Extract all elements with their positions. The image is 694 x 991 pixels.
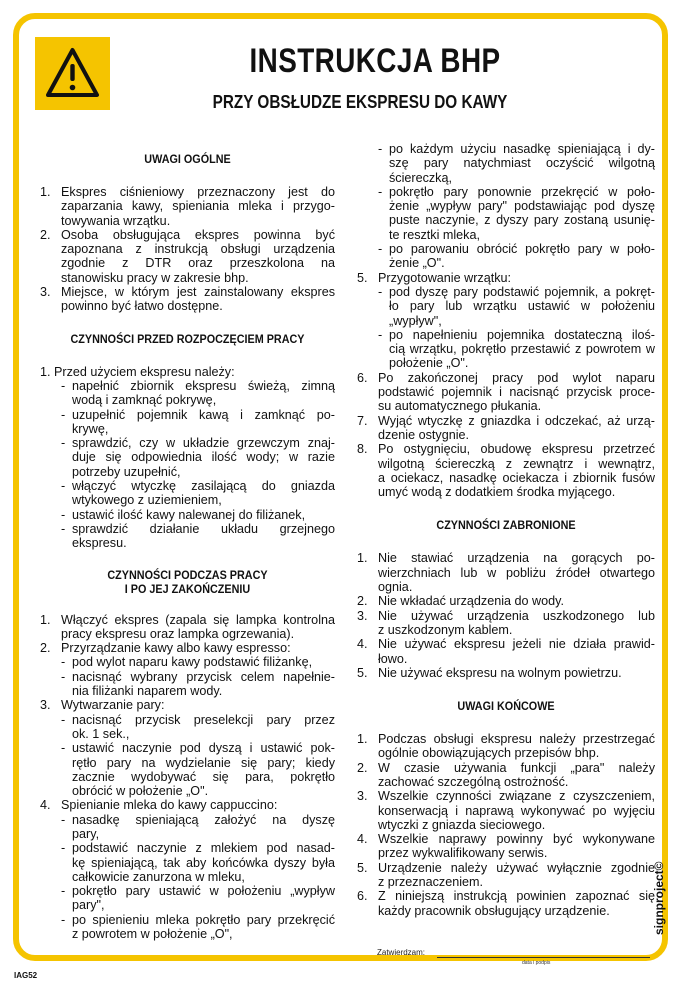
section-heading: I PO JEJ ZAKOŃCZENIU — [124, 581, 251, 596]
text-line: z przeznaczeniem. — [378, 875, 483, 890]
list-item — [40, 185, 335, 228]
dash-bullet: - — [61, 812, 66, 827]
item-text — [378, 637, 655, 666]
item-number: 2. — [357, 760, 368, 775]
section-heading: CZYNNOŚCI PRZED ROZPOCZĘCIEM PRACY — [70, 331, 305, 346]
text-line: umyć wodą z dodatkiem środka myjącego. — [378, 485, 616, 500]
dash-bullet: - — [61, 741, 66, 756]
list-item — [357, 271, 655, 285]
list-item — [357, 889, 655, 918]
section-heading: UWAGI KOŃCOWE — [457, 699, 555, 714]
item-text — [378, 442, 655, 499]
list-item — [357, 637, 655, 666]
item-number: 7. — [357, 413, 368, 428]
sub-item-text — [389, 242, 655, 271]
dash-bullet: - — [61, 655, 66, 670]
dash-bullet: - — [378, 242, 383, 257]
item-number: 5. — [357, 860, 368, 875]
item-number: 3. — [40, 285, 51, 300]
text-line: uzupełnić pojemnik kawą i zamknąć po- — [72, 407, 335, 422]
text-line: nia filiżanki naparem wody. — [72, 684, 223, 699]
text-line: żenie „wypływ pary" podstawiając pod dyszę — [389, 199, 655, 214]
text-line: Podczas obsługi ekspresu należy przestrzegać — [378, 732, 655, 747]
item-number: 6. — [357, 370, 368, 385]
text-line: W czasie używania funkcji „para" należy — [378, 760, 655, 775]
text-line: Wyjąć wtyczkę z gniazdka i odczekać, aż urzą- — [378, 413, 655, 428]
sub-item — [357, 185, 655, 242]
text-line: nacisnąć wybrany przycisk celem napełnie- — [72, 669, 335, 684]
text-line: zgodnie z DTR oraz przeszkolona na — [61, 256, 335, 271]
dash-bullet: - — [61, 841, 66, 856]
text-line: ekspresu. — [72, 536, 127, 551]
text-line: wtyczki z gniazda sieciowego. — [378, 817, 546, 832]
list-item — [357, 442, 655, 499]
text-line: Wszelkie czynności związane z czyszczeniem, — [378, 789, 655, 804]
text-line: żenie „O". — [389, 256, 445, 271]
warning-triangle-icon — [35, 37, 110, 110]
sub-item — [40, 479, 335, 508]
text-line: po spienieniu mleka pokrętło pary przekręcić — [72, 912, 335, 927]
item-number: 8. — [357, 442, 368, 457]
item-text — [378, 789, 655, 832]
text-line: wtykowego z uziemieniem, — [72, 493, 222, 508]
sub-item-text — [72, 713, 335, 742]
page-subtitle: PRZY OBSŁUDZE EKSPRESU DO KAWY — [212, 92, 508, 112]
dash-bullet: - — [378, 327, 383, 342]
text-line: szę pary natychmiast oczyścić wilgotną — [389, 156, 655, 171]
item-number: 4. — [357, 637, 368, 652]
text-line: Włączyć ekspres (zapala się lampka kontrolna — [61, 612, 335, 627]
item-text: Przygotowanie wrzątku: — [378, 270, 511, 285]
dash-bullet: - — [61, 378, 66, 393]
text-line: nacisnąć przycisk preselekcji pary przez — [72, 712, 335, 727]
section-heading: CZYNNOŚCI PODCZAS PRACY — [107, 567, 268, 582]
text-line: ściereczką, — [389, 170, 452, 185]
text-line: zapoznana z instrukcją obsługi urządzenia — [61, 242, 335, 257]
text-line: po każdym użyciu nasadkę spieniającą i dy- — [389, 142, 655, 156]
text-line: pary, — [72, 826, 100, 841]
text-line: Ekspres ciśnieniowy przeznaczony jest do — [61, 185, 335, 199]
text-line: z powrotem w położenie „O", — [72, 927, 233, 942]
item-number: 1. — [357, 551, 368, 566]
text-line: ustawić naczynie pod dyszą i ustawić pok- — [72, 741, 335, 756]
sub-item-text — [72, 841, 335, 884]
text-line: Nie wkładać urządzenia do wody. — [378, 594, 564, 609]
text-line: łowo. — [378, 651, 408, 666]
text-line: przez wykwalifikowany serwis. — [378, 846, 548, 861]
text-line: towywania wrzątku. — [61, 213, 171, 228]
text-line: pracy ekspresu oraz lampka ogrzewania). — [61, 626, 295, 641]
text-line: Nie stawiać urządzenia na gorących po- — [378, 551, 655, 566]
list-intro: 1. Przed użyciem ekspresu należy: — [40, 364, 235, 379]
sub-item — [357, 242, 655, 271]
text-line: Nie używać ekspresu na wolnym powietrzu. — [378, 665, 622, 680]
sub-item-text — [72, 741, 335, 798]
text-line: zacznie wydobywać się para, pokrętło — [72, 769, 335, 784]
text-line: Wszelkie naprawy powinny być wykonywane — [378, 832, 655, 847]
left-column — [40, 148, 335, 941]
list-item — [357, 594, 655, 608]
item-text — [378, 371, 655, 414]
item-number: 1. — [357, 732, 368, 747]
item-text: Wytwarzanie pary: — [61, 698, 165, 713]
list-item — [357, 551, 655, 594]
text-line: położenie „O". — [389, 356, 469, 371]
text-line: krywę, — [72, 421, 109, 436]
dash-bullet: - — [378, 284, 383, 299]
text-line: zachować szczególną ostrożność. — [378, 774, 569, 789]
text-line: duje się odpowiednia ilość wody; w razie — [72, 450, 335, 465]
text-line: Urządzenie należy używać wyłącznie zgodnie — [378, 860, 655, 875]
dash-bullet: - — [61, 912, 66, 927]
text-line: nasadkę spieniającą założyć na dyszę — [72, 812, 335, 827]
item-number: 2. — [357, 594, 368, 609]
dash-bullet: - — [378, 142, 383, 156]
sub-item — [40, 670, 335, 699]
sub-item — [40, 508, 335, 522]
sub-item — [357, 142, 655, 185]
text-line: całkowicie zanurzona w mleku, — [72, 869, 245, 884]
item-number: 5. — [357, 665, 368, 680]
sub-item-text — [389, 328, 655, 371]
text-line: pokrętło pary ustawić w położeniu „wypływ — [72, 884, 335, 899]
text-line: Po ostygnięciu, obudowę ekspresu przetrzeć — [378, 442, 655, 457]
item-text: Spienianie mleka do kawy cappuccino: — [61, 798, 278, 813]
list-item — [357, 789, 655, 832]
sub-item-text — [389, 142, 655, 185]
item-text — [61, 613, 335, 642]
sub-item-text — [72, 655, 335, 669]
text-line: wilgotną ściereczką z zewnątrz i wewnątrz, — [378, 456, 655, 471]
item-number: 6. — [357, 889, 368, 904]
dash-bullet: - — [61, 479, 66, 494]
sub-item-text — [72, 813, 335, 842]
list-item — [357, 414, 655, 443]
text-line: powinno być łatwo dostępne. — [61, 299, 223, 314]
text-line: Miejsce, w którym jest zainstalowany ekspres — [61, 285, 335, 300]
sub-item-text — [72, 379, 335, 408]
list-item — [357, 832, 655, 861]
sub-item-text — [72, 508, 335, 522]
text-line: ogólnie obowiązujących przepisów bhp. — [378, 746, 600, 761]
list-item — [40, 613, 335, 642]
text-line: pod wylot naparu kawy podstawić filiżankę, — [72, 655, 313, 670]
item-text — [378, 666, 655, 680]
sub-item-text — [389, 185, 655, 242]
item-number: 2. — [40, 227, 51, 242]
sub-item-text — [72, 670, 335, 699]
list-item — [40, 285, 335, 314]
sub-item — [40, 522, 335, 551]
dash-bullet: - — [61, 669, 66, 684]
item-text: Przyrządzanie kawy albo kawy espresso: — [61, 641, 291, 656]
approval-label: Zatwierdzam: — [377, 948, 426, 957]
text-line: z uszkodzonym kablem. — [378, 622, 513, 637]
text-line: sprawdzić działanie układu grzejnego — [72, 521, 335, 536]
list-item — [357, 732, 655, 761]
text-line: zaparzania kawy, spieniania mleka i przygo- — [61, 199, 335, 214]
text-line: włączyć wtyczkę zasilającą do gniazda — [72, 479, 335, 494]
sub-item — [357, 328, 655, 371]
section-heading: UWAGI OGÓLNE — [144, 152, 231, 166]
dash-bullet: - — [61, 884, 66, 899]
text-line: pod dyszę pary podstawić pojemnik, a pokręt- — [389, 284, 655, 299]
item-number: 1. — [40, 185, 51, 199]
sub-item-text — [72, 479, 335, 508]
sub-item — [357, 285, 655, 328]
list-item — [357, 761, 655, 790]
text-line: konserwacją i naprawą wykonywać po wyjęciu — [378, 803, 655, 818]
dash-bullet: - — [61, 712, 66, 727]
item-text — [378, 861, 655, 890]
item-number: 3. — [40, 698, 51, 713]
text-line: sprawdzić, czy w układzie grzewczym znaj- — [72, 436, 335, 451]
item-number: 1. — [40, 612, 51, 627]
text-line: podstawić naczynie z mlekiem pod nasad- — [72, 841, 335, 856]
item-number: 3. — [357, 608, 368, 623]
text-line: Nie używać urządzenia uszkodzonego lub — [378, 608, 655, 623]
text-line: Nie używać ekspresu jeżeli nie działa prawid- — [378, 637, 655, 652]
warning-box — [35, 37, 110, 110]
item-number: 4. — [357, 832, 368, 847]
sub-item-text — [72, 913, 335, 942]
text-line: cią wrzątku, pokrętło przestawić z powrotem w — [389, 342, 655, 357]
product-code: IAG52 — [14, 971, 38, 980]
sub-item — [40, 741, 335, 798]
text-line: rętło pary na wydzielanie się pary; kiedy — [72, 755, 335, 770]
list-item — [357, 861, 655, 890]
item-text — [378, 594, 655, 608]
list-item — [357, 666, 655, 680]
sub-item-text — [72, 522, 335, 551]
list-item — [357, 371, 655, 414]
sub-item — [40, 884, 335, 913]
list-item — [40, 798, 335, 812]
text-line: podstawić pojemnik i nacisnąć przycisk proce- — [378, 385, 655, 400]
right-column — [357, 142, 655, 918]
text-line: po parowaniu obrócić pokrętło pary w poło- — [389, 242, 655, 257]
text-line: „wypływ", — [389, 313, 442, 328]
sub-item-text — [72, 436, 335, 479]
dash-bullet: - — [61, 521, 66, 536]
text-line: su automatycznego płukania. — [378, 399, 542, 414]
section-heading: CZYNNOŚCI ZABRONIONE — [436, 518, 576, 533]
text-line: Osoba obsługująca ekspres powinna być — [61, 227, 335, 242]
item-text — [378, 414, 655, 443]
text-line: napełnić zbiornik ekspresu świeżą, zimną — [72, 378, 335, 393]
sub-item — [40, 408, 335, 437]
text-line: Po zakończonej pracy pod wylot naparu — [378, 370, 655, 385]
item-number: 2. — [40, 641, 51, 656]
text-line: obrócić w położenie „O". — [72, 784, 209, 799]
sub-item — [40, 379, 335, 408]
list-item — [40, 228, 335, 285]
text-line: ok. 1 sek., — [72, 726, 130, 741]
text-line: stanowisku pracy w zakresie bhp. — [61, 270, 249, 285]
item-text — [61, 285, 335, 314]
sub-item — [40, 841, 335, 884]
text-line: potrzeby uzupełnić, — [72, 464, 181, 479]
text-line: każdy pracownik obsługujący urządzenie. — [378, 903, 610, 918]
item-text — [378, 551, 655, 594]
item-text — [378, 889, 655, 918]
text-line: pokrętło pary ponownie przekręcić w poło- — [389, 184, 655, 199]
sub-item — [40, 913, 335, 942]
sub-item — [40, 436, 335, 479]
sub-item — [40, 813, 335, 842]
sub-item-text — [72, 408, 335, 437]
dash-bullet: - — [61, 507, 66, 522]
text-line: pary", — [72, 898, 105, 913]
dash-bullet: - — [61, 407, 66, 422]
text-line: po napełnieniu pojemnika dostateczną iloś- — [389, 327, 655, 342]
item-number: 4. — [40, 798, 51, 813]
item-text — [61, 185, 335, 228]
text-line: ognia. — [378, 580, 413, 595]
text-line: Z niniejszą instrukcją powinien zapoznać się — [378, 889, 655, 904]
text-line: dzenie ostygnie. — [378, 427, 470, 442]
list-item — [357, 609, 655, 638]
brand-mark: signproject© — [652, 861, 666, 935]
sub-item — [40, 713, 335, 742]
text-line: ło pary lub wrzątku ustawić w położeniu — [389, 299, 655, 314]
sub-item — [40, 655, 335, 669]
text-line: kę spieniającą, tak aby końcówka dyszy była — [72, 855, 335, 870]
item-text — [378, 832, 655, 861]
text-line: ustawić ilość kawy nalewanej do filiżanek, — [72, 507, 306, 522]
list-item — [40, 698, 335, 712]
item-text — [378, 732, 655, 761]
signature-line — [437, 957, 650, 958]
text-line: wierzchniach lub w pobliżu źródeł otwartego — [378, 565, 655, 580]
item-text — [378, 609, 655, 638]
item-text — [61, 228, 335, 285]
item-number: 5. — [357, 270, 368, 285]
text-line: te resztki mleka, — [389, 227, 480, 242]
item-text — [378, 761, 655, 790]
dash-bullet: - — [61, 436, 66, 451]
page-title: INSTRUKCJA BHP — [249, 42, 501, 80]
text-line: wodą i zamknąć pokrywę, — [72, 393, 217, 408]
sub-item-text — [72, 884, 335, 913]
dash-bullet: - — [378, 184, 383, 199]
text-line: puste naczynie, z dyszy pary zostaną usunię- — [389, 213, 655, 228]
item-number: 3. — [357, 789, 368, 804]
sub-item-text — [389, 285, 655, 328]
list-item — [40, 641, 335, 655]
text-line: a ociekacz, nasadkę ociekacza i zbiornik fusów — [378, 470, 655, 485]
date-signature-label: data i podpis — [522, 960, 551, 966]
